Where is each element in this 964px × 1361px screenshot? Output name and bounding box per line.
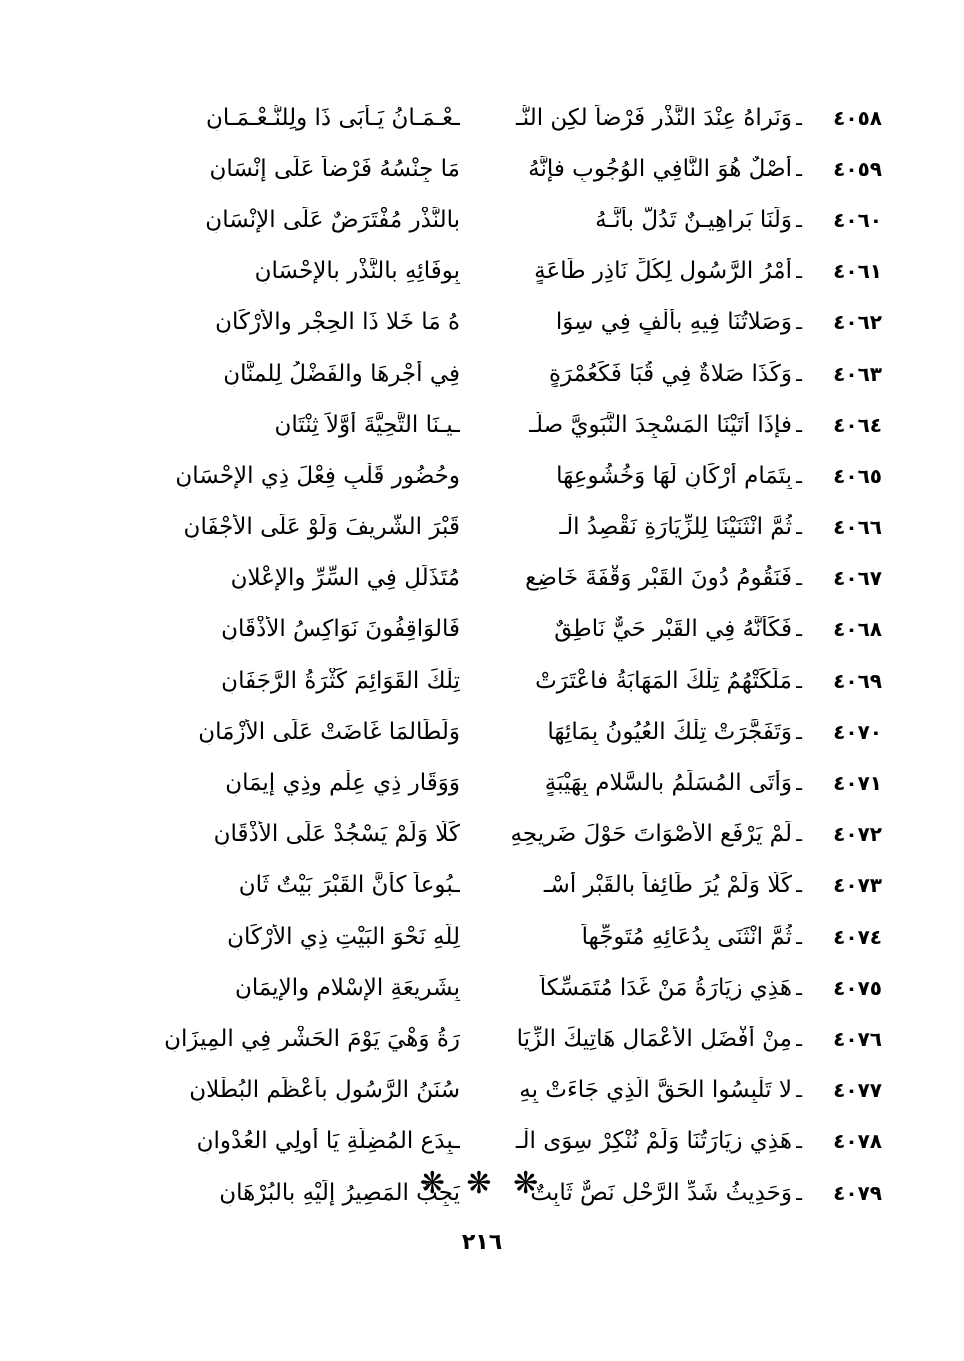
verse-first-hemistich: مِنْ أفْضَلِ الأعْمَالِ هَاتِيكَ الزِّيَا: [516, 1025, 792, 1052]
verse-dash: ـ: [796, 719, 802, 744]
verse-number: ٤٠٧٢: [833, 822, 882, 847]
verse-row: [82, 706, 882, 757]
verse-number: ٤٠٦٢: [833, 310, 882, 335]
verse-second-hemistich: فِي أجْرِهَا والفَضْلُ لِلمنَّانِ: [223, 360, 460, 387]
verse-dash: ـ: [796, 771, 802, 796]
verse-dash: ـ: [796, 412, 802, 437]
verse-row: [82, 450, 882, 501]
verse-dash: ـ: [796, 1180, 802, 1205]
verse-number: ٤٠٧٥: [833, 975, 882, 1000]
verse-row: [82, 92, 882, 143]
verse-dash: ـ: [796, 668, 802, 693]
verse-second-hemistich: ـبِدَعِ المُضِلَّةِ يَا أُولِي العُدْوانِ: [196, 1128, 460, 1155]
verse-number: ٤٠٧٠: [833, 719, 882, 744]
verse-second-hemistich: ـبُوعاً كأنَّ القَبْرَ بَيْتٌ ثَانِ: [238, 872, 460, 899]
verse-first-hemistich: وَكَذَا صَلاةٌ فِي قُبَا فَكَعُمْرَةٍ: [548, 360, 792, 387]
verse-number: ٤٠٦٣: [833, 361, 882, 386]
verse-number: ٤٠٧٦: [833, 1026, 882, 1051]
verse-second-hemistich: رَةُ وَهْيَ يَوْمَ الحَشْرِ فِي المِيزَانِ: [164, 1025, 460, 1052]
verse-first-hemistich: وَنَراهُ عِنْدَ النَّذْرِ فَرْضاً لكِنِ النُّـ: [516, 104, 792, 131]
verse-dash: ـ: [796, 259, 802, 284]
verse-row: [82, 399, 882, 450]
verse-first-hemistich: فَنَقُومُ دُونَ القَبْرِ وَقْفَةَ خَاضِعٍ: [525, 565, 792, 592]
verse-first-hemistich: فَكَأنَّهُ فِي القَبْرِ حَيٌّ نَاطِقٌ: [554, 616, 792, 643]
verse-number: ٤٠٥٨: [833, 105, 882, 130]
verse-row: [82, 1013, 882, 1064]
verse-first-hemistich: أَصْلٌ هُوَ النَّافِي الوُجُوبِ فإنَّهُ: [528, 155, 792, 182]
verse-first-hemistich: لا تَلْبِسُوا الحَقَّ الَّذِي جَاءَتْ بِهِ: [519, 1077, 792, 1104]
verse-first-hemistich: وَتَفَجَّرَتْ تِلْكَ العُيُونُ بِمَائِهَا: [547, 718, 792, 745]
verse-row: [82, 194, 882, 245]
verse-second-hemistich: بالنَّذْرِ مُفْتَرَضٌ عَلَى الإنْسَانِ: [205, 206, 460, 233]
verse-second-hemistich: تِلْكَ القَوَائِمَ كَثْرَةُ الرَّجَفَانِ: [221, 667, 460, 694]
verse-dash: ـ: [796, 105, 802, 130]
verse-first-hemistich: وَأتَى المُسَلِّمُ بالسَّلامِ بِهَيْبَةٍ: [544, 770, 792, 797]
verse-second-hemistich: لِلّهِ نَحْوَ البَيْتِ ذِي الأرْكَانِ: [227, 923, 460, 950]
verse-dash: ـ: [796, 361, 802, 386]
verse-first-hemistich: هَذِي زِيَارَتُنَا وَلَمْ نُنْكِرْ سِوَى الْـ: [515, 1128, 792, 1155]
verse-second-hemistich: كَلَّا وَلَمْ يَسْجُدْ عَلَى الأذْقَانِ: [213, 821, 460, 848]
poem-body: [82, 92, 882, 1218]
verse-second-hemistich: مَا جِنْسُهُ فَرْضاً عَلَى إنْسَانِ: [209, 155, 460, 182]
verse-first-hemistich: مَلَكَتْهُمُ تِلْكَ المَهَابَةُ فاعْتَرَتْ: [535, 667, 792, 694]
verse-second-hemistich: يَجِبُ المَصِيرُ إلَيْهِ بالبُرْهَانِ: [219, 1179, 460, 1206]
verse-number: ٤٠٦٧: [833, 566, 882, 591]
verse-second-hemistich: فَالوَاقِفُونَ نَوَاكِسُ الأذْقَانِ: [221, 616, 460, 643]
verse-number: ٤٠٦١: [833, 259, 882, 284]
verse-second-hemistich: بِشَرِيعَةِ الإسْلامِ والإيمَانِ: [234, 974, 460, 1001]
verse-second-hemistich: مُتَذَلِّلٍ فِي السِّرِّ والإعْلانِ: [230, 565, 460, 592]
verse-row: [82, 1116, 882, 1167]
verse-dash: ـ: [796, 617, 802, 642]
verse-dash: ـ: [796, 822, 802, 847]
verse-second-hemistich: قَبْرَ الشَّرِيفَ وَلَوْ عَلَى الأجْفَانِ: [183, 514, 460, 541]
verse-number: ٤٠٦٤: [833, 412, 882, 437]
verse-dash: ـ: [796, 1026, 802, 1051]
verse-row: [82, 757, 882, 808]
verse-dash: ـ: [796, 463, 802, 488]
verse-first-hemistich: ثُمَّ انْثَنَيْنَا لِلزِّيَارَةِ نَقْصِدُ الْـ: [559, 514, 792, 541]
verse-dash: ـ: [796, 515, 802, 540]
verse-dash: ـ: [796, 566, 802, 591]
verse-dash: ـ: [796, 207, 802, 232]
verse-row: [82, 911, 882, 962]
verse-dash: ـ: [796, 924, 802, 949]
verse-first-hemistich: وَلَنَا بَراهِيـنٌ تَدُلُّ بأنَّـهُ: [595, 206, 792, 233]
verse-first-hemistich: فإذَا أتَيْنَا المَسْجِدَ النَّبَوِيَّ صلَّـ: [529, 411, 792, 438]
verse-dash: ـ: [796, 975, 802, 1000]
page-number: ٢١٦: [461, 1230, 503, 1255]
verse-number: ٤٠٧٣: [833, 873, 882, 898]
verse-number: ٤٠٧٤: [833, 924, 882, 949]
verse-number: ٤٠٦٦: [833, 515, 882, 540]
verse-first-hemistich: أمْرُ الرَّسُولِ لِكُلِّ نَاذِرِ طَاعَةٍ: [534, 258, 792, 285]
section-ornament: ❋ ❋ ❋: [419, 1166, 545, 1201]
verse-dash: ـ: [796, 1078, 802, 1103]
verse-number: ٤٠٧١: [833, 771, 882, 796]
verse-number: ٤٠٧٧: [833, 1078, 882, 1103]
verse-second-hemistich: سُنَنُ الرَّسُولِ بأعْظَمِ البُطْلانِ: [189, 1077, 460, 1104]
verse-number: ٤٠٦٠: [833, 207, 882, 232]
verse-second-hemistich: وَلَطَالمَا غَاضَتْ عَلَى الأزْمَانِ: [198, 718, 460, 745]
verse-dash: ـ: [796, 873, 802, 898]
verse-second-hemistich: ـيـنَا التَّحِيَّةَ أوَّلاً ثِنْتَانِ: [274, 411, 460, 438]
verse-number: ٤٠٦٩: [833, 668, 882, 693]
verse-first-hemistich: وَحَدِيثُ شَدِّ الرَّحْلِ نَصٌّ ثَابِتٌ: [530, 1179, 792, 1206]
verse-row: [82, 655, 882, 706]
verse-row: [82, 246, 882, 297]
verse-row: [82, 143, 882, 194]
verse-number: ٤٠٦٥: [833, 463, 882, 488]
verse-first-hemistich: لَمْ يَرْفَعِ الأصْوَاتَ حَوْلَ ضَرِيحِهِ: [510, 821, 792, 848]
verse-row: [82, 297, 882, 348]
verse-first-hemistich: بِتَمَامِ أرْكَانٍ لَهَا وَخُشُوعِهَا: [556, 462, 792, 489]
verse-row: [82, 604, 882, 655]
verse-number: ٤٠٧٩: [833, 1180, 882, 1205]
verse-first-hemistich: وَصَلاتُنَا فِيهِ بألْفٍ فِي سِوَا: [555, 309, 792, 336]
verse-row: [82, 553, 882, 604]
verse-first-hemistich: ثُمَّ انْثَنَى بِدُعَائِهِ مُتَوجِّهاً: [581, 923, 792, 950]
verse-row: [82, 348, 882, 399]
verse-second-hemistich: بِوفَائِهِ بالنَّذْرِ بالإحْسَانِ: [254, 258, 460, 285]
verse-dash: ـ: [796, 1129, 802, 1154]
verse-row: [82, 860, 882, 911]
verse-row: [82, 1065, 882, 1116]
verse-dash: ـ: [796, 156, 802, 181]
verse-dash: ـ: [796, 310, 802, 335]
verse-second-hemistich: وحُضُورِ قَلْبٍ فِعْلَ ذِي الإحْسَانِ: [175, 462, 460, 489]
verse-number: ٤٠٥٩: [833, 156, 882, 181]
verse-second-hemistich: ـعْـمَـانُ يَـأْبَى ذَا ولِلنُّـعْـمَـانِ: [206, 104, 460, 131]
verse-row: [82, 502, 882, 553]
verse-row: [82, 809, 882, 860]
verse-number: ٤٠٧٨: [833, 1129, 882, 1154]
verse-first-hemistich: هَذِي زِيَارَةُ مَنْ غَدَا مُتَمَسِّكاً: [539, 974, 792, 1001]
verse-number: ٤٠٦٨: [833, 617, 882, 642]
verse-second-hemistich: وَوَقَارِ ذِي عِلْمٍ وذِي إيمَانِ: [225, 770, 460, 797]
verse-row: [82, 962, 882, 1013]
verse-second-hemistich: هُ مَا خَلا ذَا الحِجْرِ والأرْكَانِ: [215, 309, 460, 336]
verse-first-hemistich: كَلَّا وَلَمْ يُرَ طَائِفاً بالقَبْرِ أُسْـ: [543, 872, 792, 899]
